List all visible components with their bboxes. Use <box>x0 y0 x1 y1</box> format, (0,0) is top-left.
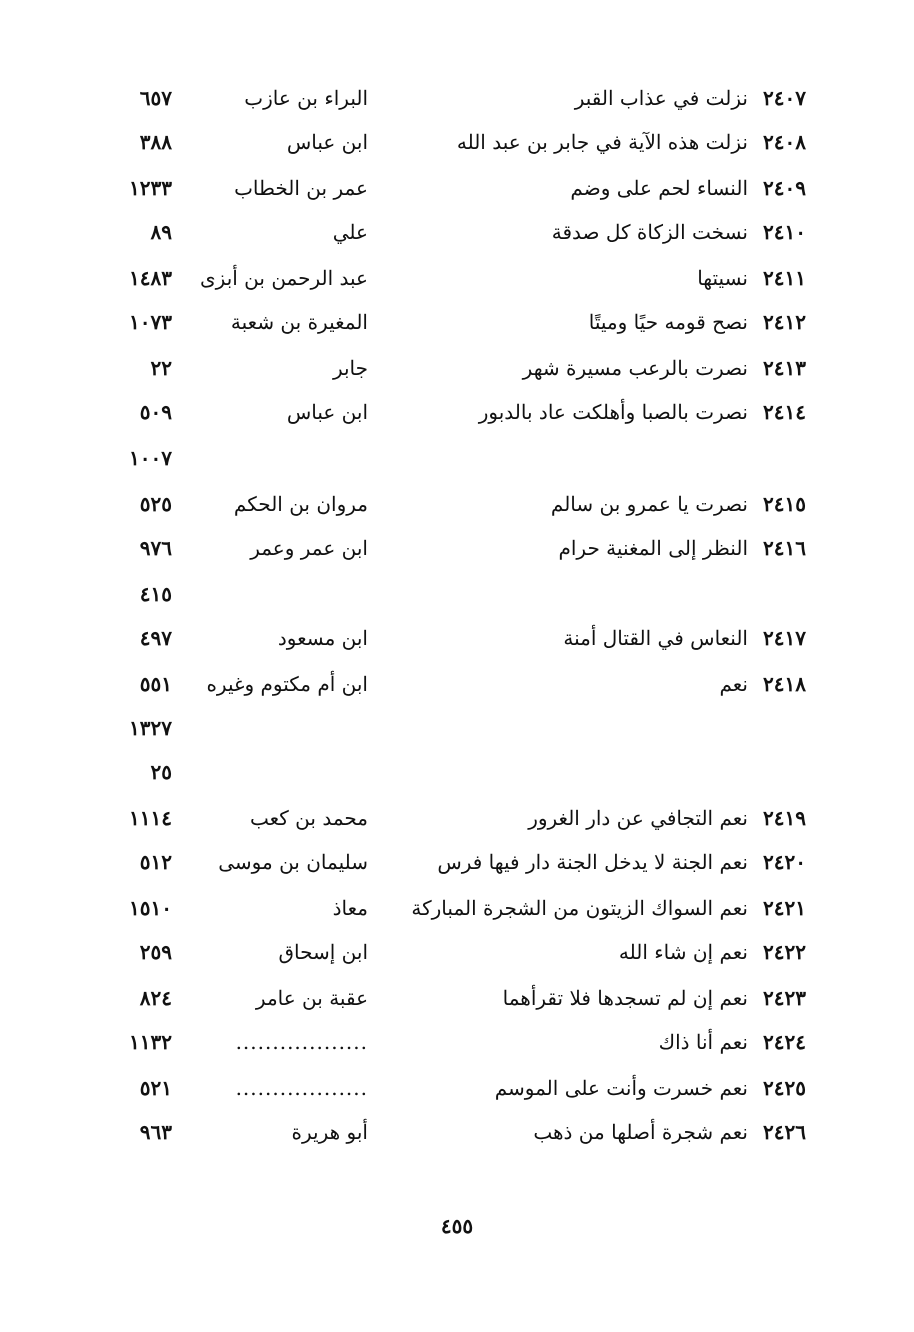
entry-text <box>368 754 748 790</box>
entry-text: نسخت الزكاة كل صدقة <box>551 220 748 244</box>
entry-text: نصح قومه حيًا وميتًا <box>588 310 748 334</box>
entry-number: ٢٤٠٧ <box>763 86 806 110</box>
index-entry <box>0 576 914 612</box>
entry-text: نصرت بالصبا وأهلكت عاد بالدبور <box>478 400 748 424</box>
entry-page-ref: ١٥١٠ <box>129 896 172 920</box>
entry-number: ٢٤١٤ <box>763 400 806 424</box>
entry-text: نسيتها <box>697 266 748 290</box>
entry-number <box>748 710 806 746</box>
index-entry <box>0 170 914 206</box>
entry-narrator: معاذ <box>332 896 368 920</box>
entry-text: النعاس في القتال أمنة <box>563 626 748 650</box>
entry-number: ٢٤١٠ <box>763 220 806 244</box>
entry-text: نعم <box>719 672 748 696</box>
entry-page-ref: ٩٧٦ <box>139 536 172 560</box>
entry-text: نعم إن لم تسجدها فلا تقرأهما <box>502 986 748 1010</box>
entry-page-ref: ٩٦٣ <box>139 1120 172 1144</box>
entry-page-ref: ٤١٥ <box>139 582 172 606</box>
entry-text: النظر إلى المغنية حرام <box>558 536 748 560</box>
entry-narrator: عمر بن الخطاب <box>234 176 368 200</box>
index-entry <box>0 486 914 522</box>
entry-page-ref: ٦٥٧ <box>139 86 172 110</box>
entry-narrator: .................. <box>235 1076 368 1100</box>
entry-number: ٢٤١٨ <box>763 672 806 696</box>
entry-number: ٢٤٢٤ <box>763 1030 806 1054</box>
entry-text: نزلت في عذاب القبر <box>574 86 748 110</box>
entry-number: ٢٤٢٣ <box>763 986 806 1010</box>
entry-page-ref: ١٣٢٧ <box>129 716 172 740</box>
entry-narrator <box>172 710 368 746</box>
entry-narrator: .................. <box>235 1030 368 1054</box>
entry-page-ref: ٨٢٤ <box>139 986 172 1010</box>
entry-number: ٢٤١٣ <box>763 356 806 380</box>
entry-page-ref: ١٢٣٣ <box>129 176 172 200</box>
entry-page-ref: ٥٢١ <box>139 1076 172 1100</box>
entry-page-ref: ١٠٧٣ <box>129 310 172 334</box>
page-number: ٤٥٥ <box>440 1214 474 1238</box>
entry-narrator: أبو هريرة <box>291 1120 368 1144</box>
entry-narrator: البراء بن عازب <box>244 86 368 110</box>
index-entry <box>0 214 914 250</box>
index-entry <box>0 666 914 702</box>
index-entry <box>0 530 914 566</box>
entry-text: نعم الجنة لا يدخل الجنة دار فيها فرس <box>437 850 748 874</box>
entry-narrator: عبد الرحمن بن أبزى <box>200 266 368 290</box>
entry-narrator: ابن إسحاق <box>278 940 368 964</box>
index-entry <box>0 124 914 160</box>
entry-narrator: ابن عباس <box>286 130 368 154</box>
index-entry <box>0 304 914 340</box>
entry-page-ref: ٤٩٧ <box>139 626 172 650</box>
entry-text <box>368 440 748 476</box>
entry-text <box>368 710 748 746</box>
entry-text: نعم السواك الزيتون من الشجرة المباركة <box>411 896 748 920</box>
entry-page-ref: ٥٠٩ <box>139 400 172 424</box>
entry-narrator: جابر <box>332 356 368 380</box>
index-entry <box>0 394 914 430</box>
entry-text <box>368 576 748 612</box>
index-entry <box>0 260 914 296</box>
index-entry <box>0 890 914 926</box>
entry-text: النساء لحم على وضم <box>570 176 748 200</box>
entry-page-ref: ٢٥٩ <box>139 940 172 964</box>
entry-number: ٢٤١٦ <box>763 536 806 560</box>
entry-number: ٢٤٢٦ <box>763 1120 806 1144</box>
entry-page-ref: ١٤٨٣ <box>129 266 172 290</box>
entry-number: ٢٤١٧ <box>763 626 806 650</box>
index-entry <box>0 934 914 970</box>
entry-page-ref: ٨٩ <box>150 220 172 244</box>
entry-page-ref: ٢٥ <box>150 760 172 784</box>
entry-page-ref: ٣٨٨ <box>139 130 172 154</box>
index-entry <box>0 1024 914 1060</box>
entry-number <box>748 754 806 790</box>
index-entry <box>0 80 914 116</box>
entry-text: نعم أنا ذاك <box>658 1030 748 1054</box>
entry-number: ٢٤١٩ <box>763 806 806 830</box>
entry-page-ref: ١١١٤ <box>129 806 172 830</box>
entry-text: نزلت هذه الآية في جابر بن عبد الله <box>456 130 748 154</box>
index-entry <box>0 980 914 1016</box>
index-entry <box>0 800 914 836</box>
entry-number: ٢٤١٥ <box>763 492 806 516</box>
entry-number: ٢٤١٢ <box>763 310 806 334</box>
entry-narrator: محمد بن كعب <box>250 806 368 830</box>
entry-number <box>748 440 806 476</box>
entry-number: ٢٤٢١ <box>763 896 806 920</box>
entry-number: ٢٤٢٥ <box>763 1076 806 1100</box>
entry-number: ٢٤٠٨ <box>763 130 806 154</box>
index-entry <box>0 1114 914 1150</box>
entry-text: نعم التجافي عن دار الغرور <box>528 806 748 830</box>
index-entry <box>0 620 914 656</box>
entry-page-ref: ٢٢ <box>150 356 172 380</box>
entry-narrator <box>172 576 368 612</box>
entry-narrator: علي <box>332 220 368 244</box>
entry-narrator: ابن أم مكتوم وغيره <box>206 672 368 696</box>
entry-page-ref: ٥١٢ <box>139 850 172 874</box>
entry-narrator: سليمان بن موسى <box>218 850 368 874</box>
entry-narrator: ابن عباس <box>286 400 368 424</box>
entry-narrator: ابن مسعود <box>277 626 368 650</box>
entry-number: ٢٤١١ <box>763 266 806 290</box>
entry-text: نصرت بالرعب مسيرة شهر <box>522 356 748 380</box>
entry-page-ref: ١١٣٢ <box>129 1030 172 1054</box>
entry-narrator: ابن عمر وعمر <box>250 536 368 560</box>
entry-narrator <box>172 754 368 790</box>
entry-number: ٢٤٠٩ <box>763 176 806 200</box>
index-entry <box>0 1070 914 1106</box>
entry-number: ٢٤٢٢ <box>763 940 806 964</box>
entry-text: نعم إن شاء الله <box>618 940 748 964</box>
index-entry <box>0 440 914 476</box>
entry-page-ref: ٥٢٥ <box>139 492 172 516</box>
entry-narrator: مروان بن الحكم <box>233 492 368 516</box>
index-entry <box>0 350 914 386</box>
entry-narrator: المغيرة بن شعبة <box>230 310 368 334</box>
index-entry <box>0 754 914 790</box>
entry-page-ref: ٥٥١ <box>139 672 172 696</box>
entry-narrator: عقبة بن عامر <box>255 986 368 1010</box>
entry-text: نعم شجرة أصلها من ذهب <box>533 1120 748 1144</box>
entry-page-ref: ١٠٠٧ <box>129 446 172 470</box>
index-entry <box>0 844 914 880</box>
index-entry <box>0 710 914 746</box>
entry-number: ٢٤٢٠ <box>763 850 806 874</box>
entry-narrator <box>172 440 368 476</box>
entry-number <box>748 576 806 612</box>
entry-text: نصرت يا عمرو بن سالم <box>550 492 748 516</box>
entry-text: نعم خسرت وأنت على الموسم <box>494 1076 748 1100</box>
